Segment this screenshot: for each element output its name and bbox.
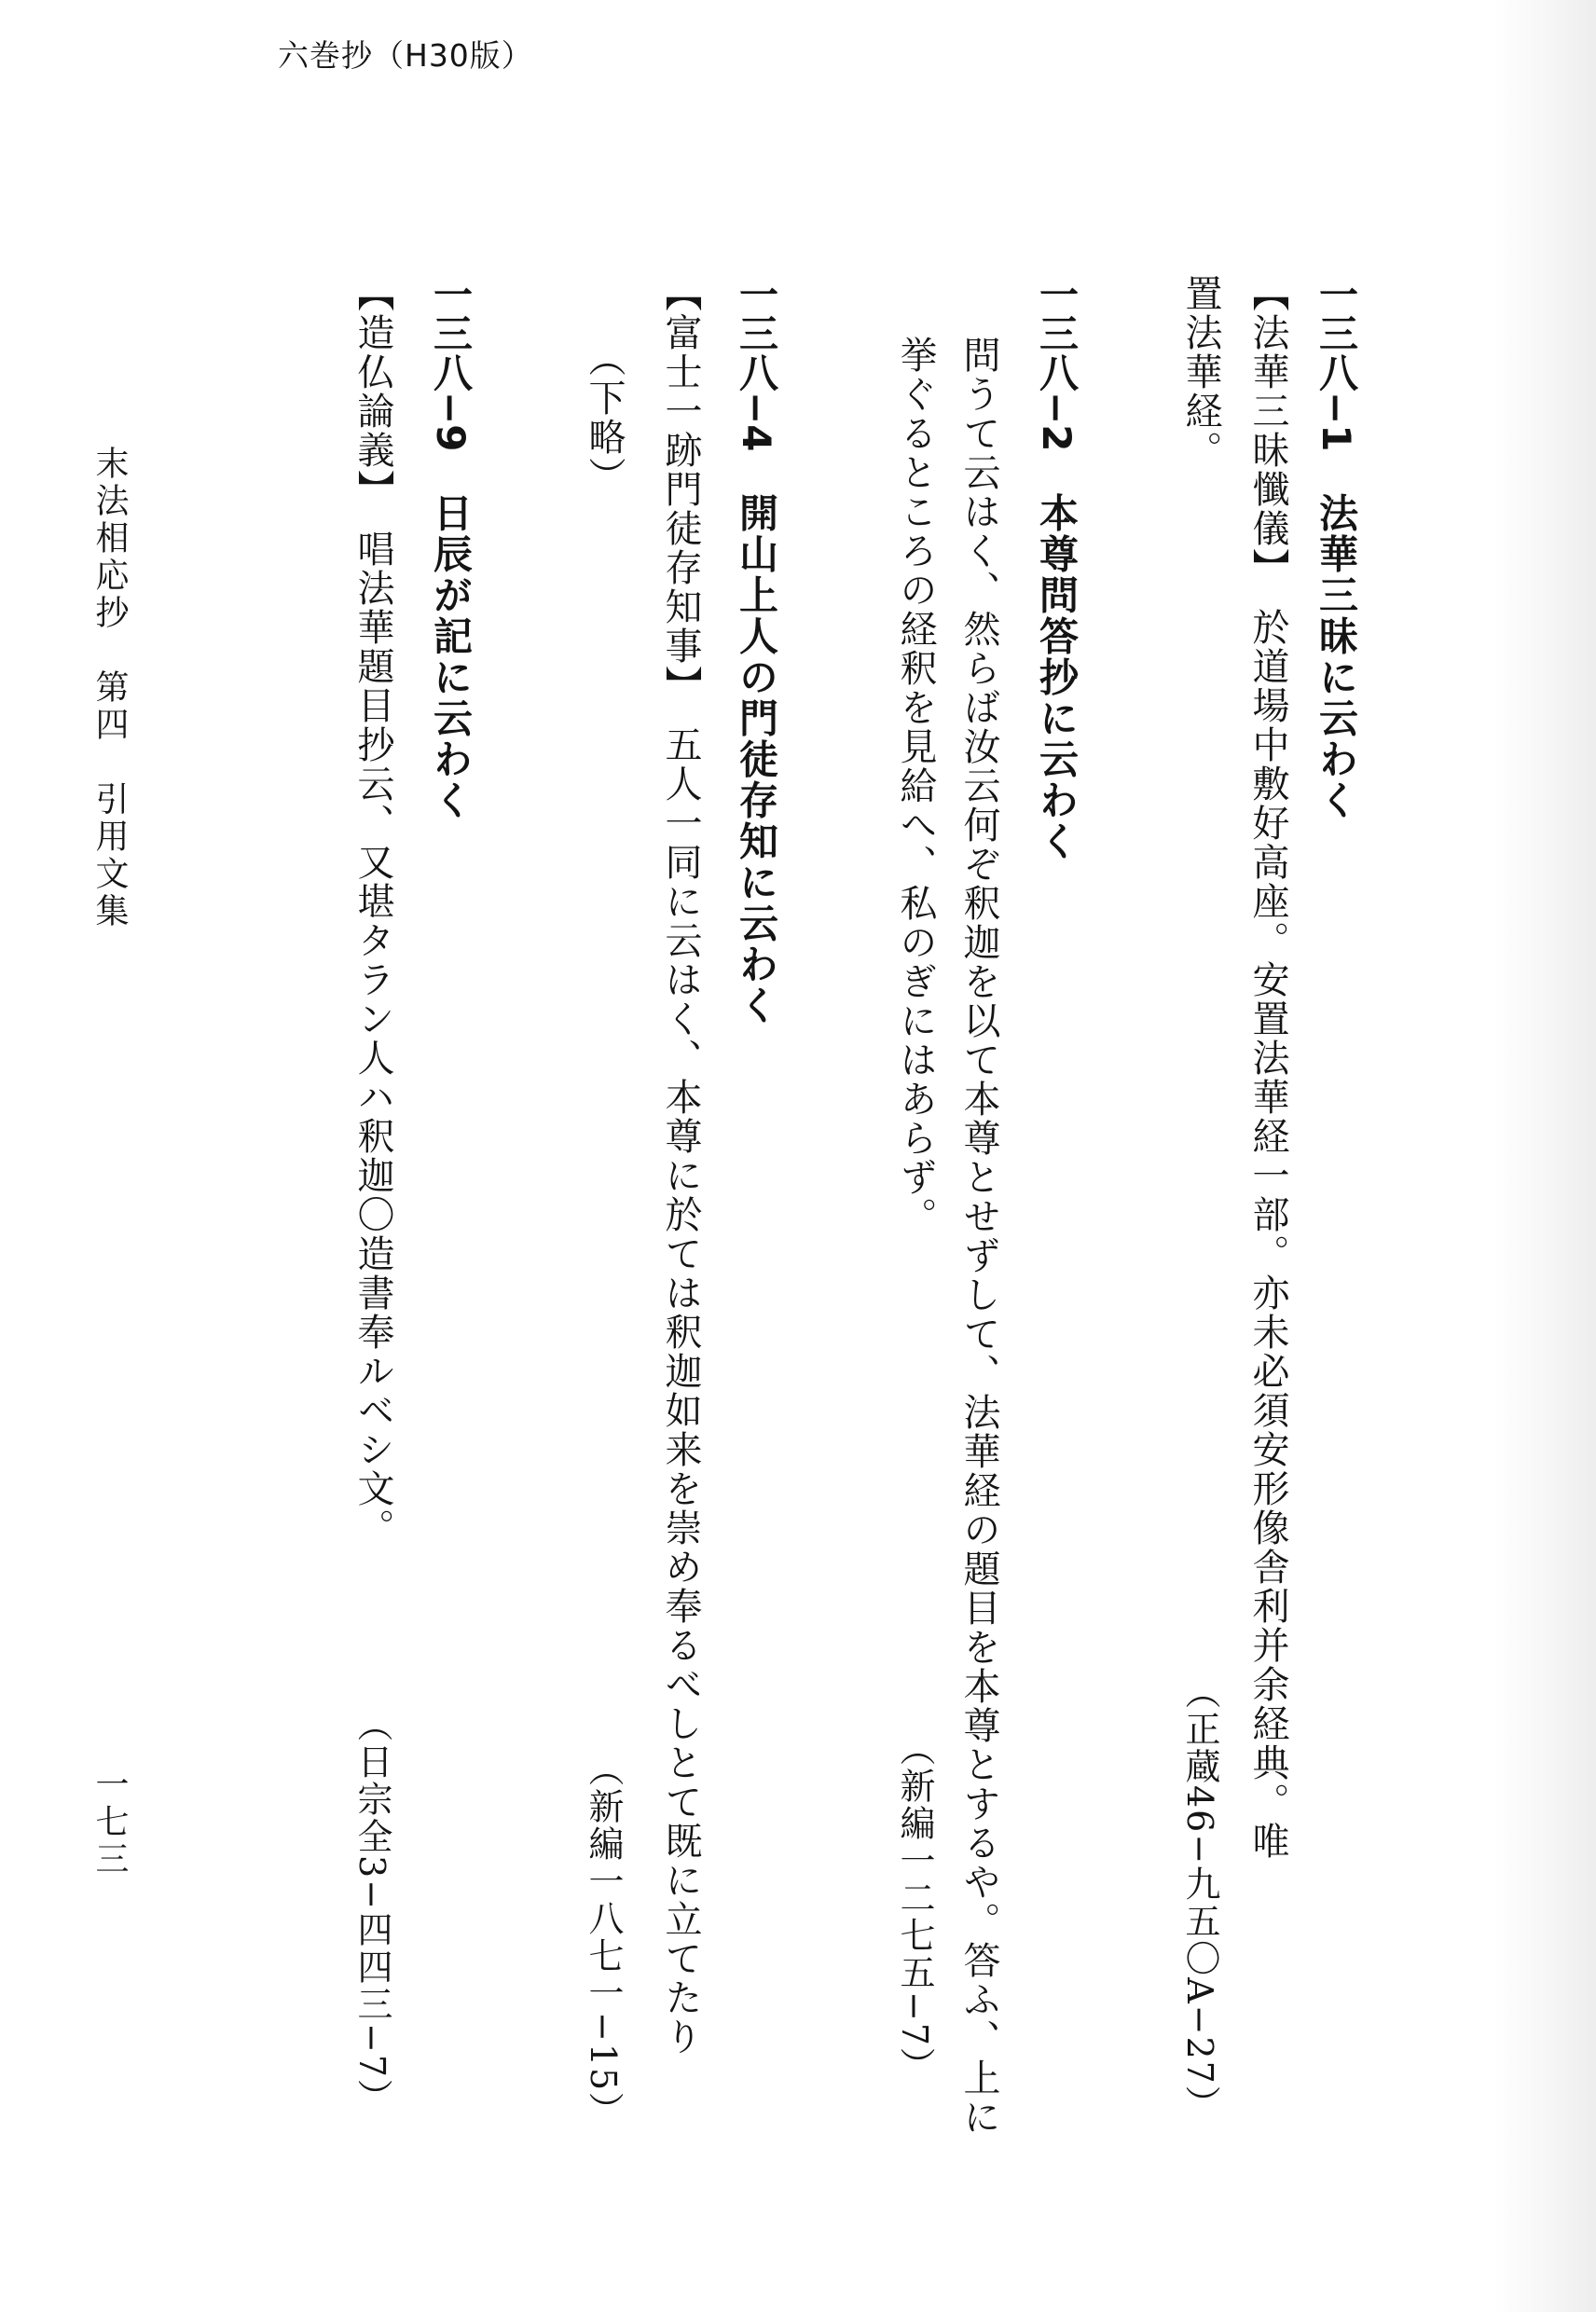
section-2-number: 一三八−2 — [1034, 274, 1080, 452]
section-1-line-2: 置法華経。 — [1179, 274, 1222, 470]
book-title: 末法相応抄 第四 引用文集 — [90, 446, 129, 930]
section-1-citation: （正蔵46−九五〇A−27） — [1179, 1673, 1220, 2123]
section-4-heading — [428, 274, 474, 821]
section-4-number: 一三八−9 — [428, 274, 474, 452]
running-header: 六巻抄（H30版） — [278, 37, 533, 74]
section-2-title: 本尊問答抄に云わく — [1034, 492, 1080, 862]
section-2-line-1: 問うて云はく、然らば汝云何ぞ釈迦を以て本尊とせずして、法華経の題目を本尊とするや。答ふ、上に — [957, 336, 1000, 2137]
section-1-heading — [1314, 274, 1359, 821]
section-4-title: 日辰が記に云わく — [428, 492, 474, 821]
section-3-number: 一三八−4 — [734, 274, 779, 452]
section-2-line-2: 挙ぐるところの経釈を見給へ、私のぎにはあらず。 — [894, 336, 937, 1236]
section-3-line-2: （下略） — [583, 339, 626, 496]
section-3-line-1: 【富士一跡門徒存知事】 五人一同に云はく、本尊に於ては釈迦如来を崇め奉るべしとて既に立てたり — [659, 274, 702, 2057]
section-1-number: 一三八−1 — [1314, 274, 1359, 452]
section-3-title: 開山上人の門徒存知に云わく — [734, 492, 779, 1026]
section-1-line-1: 【法華三昧懺儀】 於道場中敷好高座。安置法華経一部。亦未必須安形像舎利并余経典。唯 — [1246, 274, 1289, 1861]
section-2-heading — [1034, 274, 1080, 862]
section-1-title: 法華三昧に云わく — [1314, 492, 1359, 821]
section-2-citation: （新編一二七五−7） — [894, 1730, 935, 2085]
section-4-line-1: 【造仏論義】 唱法華題目抄云、又堪タラン人ハ釈迦〇造書奉ルベシ文。 — [351, 274, 394, 1548]
scan-edge-shadow — [1493, 0, 1596, 2312]
section-3-citation: （新編一八七一−15） — [583, 1751, 624, 2130]
page-number: 一七三 — [90, 1767, 129, 1878]
section-3-heading — [734, 274, 779, 1026]
section-4-citation: （日宗全3−四四三−7） — [351, 1706, 392, 2117]
